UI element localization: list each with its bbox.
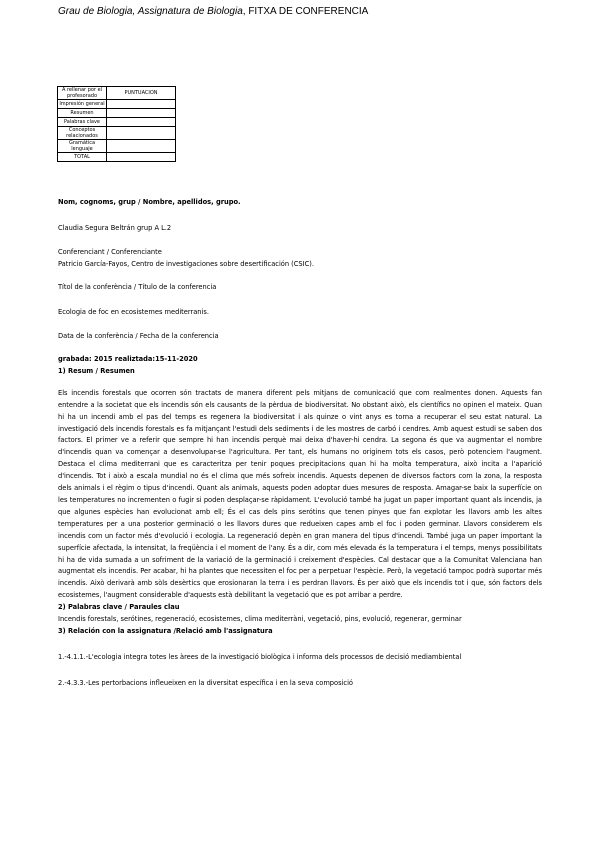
grading-row-label: Conceptos relacionados — [58, 127, 107, 140]
grading-header-row — [58, 87, 176, 100]
header-form-title: , FITXA DE CONFERENCIA — [242, 6, 369, 17]
header-degree: Grau de Biologia, — [58, 6, 138, 17]
name-label — [58, 196, 542, 208]
title-value — [58, 306, 542, 318]
title-value-text: Ecologia de foc en ecosistemes mediterranis. — [58, 307, 209, 316]
grading-row — [58, 153, 176, 162]
speaker-label: Conferenciant / Conferenciante — [58, 247, 162, 256]
grading-row-label: Impresión general — [59, 101, 105, 107]
grading-row — [58, 100, 176, 109]
grading-score-cell — [107, 127, 176, 140]
name-label-text: Nom, cognoms, grup / Nombre, apellidos, grupo. — [58, 197, 241, 206]
spacer — [58, 663, 542, 677]
grading-header-left: A rellenar por el profesorado — [58, 87, 107, 100]
grading-score-cell — [107, 153, 176, 162]
grading-score-cell — [107, 140, 176, 153]
relation-label: 3) Relación con la assignatura /Relació amb l'assignatura — [58, 625, 273, 635]
grading-row — [58, 109, 176, 118]
grading-header-right: PUNTUACION — [107, 87, 176, 100]
document-header — [58, 6, 368, 17]
summary-text: Els incendis forestals que ocorren són tractats de manera diferent pels mitjans de comunicació que com realmentes donen. Aquests fan entendre a la societat que els incendis són els causants de la pèrdua de biodiversitat. No obstant això, els científics no opinen el mateix. Quan hi ha un incendi amb el pas del temps es regenera la biodiversitat i als quinze o vint anys es torna a recuperar el seu estat natural. La investigació dels incendis forestals es fa mitjançant l'estudi dels sediments i de les mostres de carbó i cendres. Amb aquest estudi se saben dos factors. El primer ve a referir que sempre hi han incendis perquè mai deixa d'haver-hi cendra. La segona és que va augmentar el nombre d'incendis quan va començar a desenvolupar-se l'agricultura. Per tant, els humans no originem tots els casos, però potenciem l'augment. Destaca el clima mediterrani que es caracteritza per tenir poques precipitacions quan hi ha molta temperatura, això incita a l'aparició d'incendis. Tot i això a escala mundial no és el clima que més sofreix incendis. Aquests depenen de diversos factors com la zona, la resposta dels animals i el règim o tipus d'incendi. Quant als animals, aquests poden adoptar dues mesures de resposta. Amagar-se baix la superfície on les temperatures no incrementen o fugir si poden desplaçar-se ràpidament. L'evolució també ha jugat un paper important quant als incendis, ja que algunes espècies han evolucionat amb ell; És el cas dels pins serótins que tenen pinyes que fan explotar les llavors amb les altes temperatures per a una posterior germinació o les llavors dures que redueixen capes amb el foc i poden germinar. Llavors considerem els incendis com un factor més d'evolució i ecologia. La regeneració depèn en gran manera del tipus d'incendi. També juga un paper important la superfície afectada, la intensitat, la freqüència i el moment de l'any. És a dir, com més elevada és la temperatura i el temps, menys possibilitats hi ha de vida sumada a un sofriment de la variació de la germinació i creixement d'espècies. Cal destacar que a la Comunitat Valenciana han augmentat els incendis. Per acabar, hi ha plantes que necessiten el foc per a perpetuar l'espècie. Però, la vegetació tampoc podrà suportar més incendis. Això derivarà amb sòls desèrtics que erosionaran la terra i es perdran llavors. És per això que els incendis tot i que, són factors dels ecosistemes, l'augment considerable d'aquests està debilitant la vegetació que es pot arribar a perdre. — [58, 387, 542, 600]
grading-row — [58, 127, 176, 140]
date-value: grabada: 2015 realiztada:15-11-2020 — [58, 354, 198, 363]
grading-score-cell — [107, 118, 176, 127]
keywords-text: Incendis forestals, serótines, regeneració, ecosistemes, clima mediterràni, vegetació, pins, evolució, regenerar, germinar — [58, 614, 462, 624]
grading-row-label: Palabras clave — [58, 118, 107, 127]
date-label-text: Data de la conferència / Fecha de la conferencia — [58, 331, 219, 340]
name-value — [58, 222, 542, 234]
spacer — [58, 637, 542, 651]
grading-row-label: TOTAL — [58, 153, 107, 162]
header-subject: Assignatura de Biologia — [137, 6, 243, 17]
name-value-text: Claudia Segura Beltrán grup A L.2 — [58, 223, 172, 232]
speaker-section — [58, 246, 542, 270]
title-label — [58, 281, 542, 293]
relation-item-1: 1.-4.1.1.-L'ecologia integra totes les àrees de la investigació biològica i informa dels processos de decisió mediambiental — [58, 651, 462, 661]
grading-row — [58, 118, 176, 127]
grading-score-cell — [107, 109, 176, 118]
title-label-text: Títol de la conferència / Título de la conferencia — [58, 282, 217, 291]
date-label — [58, 330, 542, 342]
summary-label: 1) Resum / Resumen — [58, 365, 135, 375]
spacer — [58, 377, 542, 387]
keywords-label: 2) Palabras clave / Paraules clau — [58, 602, 180, 612]
grading-row-label: Gramática lenguaje — [58, 140, 107, 153]
summary-section — [58, 353, 542, 689]
grading-row — [58, 140, 176, 153]
relation-item-2: 2.-4.3.3.-Les pertorbacions infleueixen en la diversitat específica i en la seva composició — [58, 677, 353, 687]
grading-score-cell — [107, 100, 176, 109]
grading-row-label: Resumen — [58, 109, 107, 118]
grading-table — [57, 86, 176, 162]
speaker-value: Patricio García-Fayos, Centro de investigaciones sobre desertificación (CSIC). — [58, 258, 314, 268]
